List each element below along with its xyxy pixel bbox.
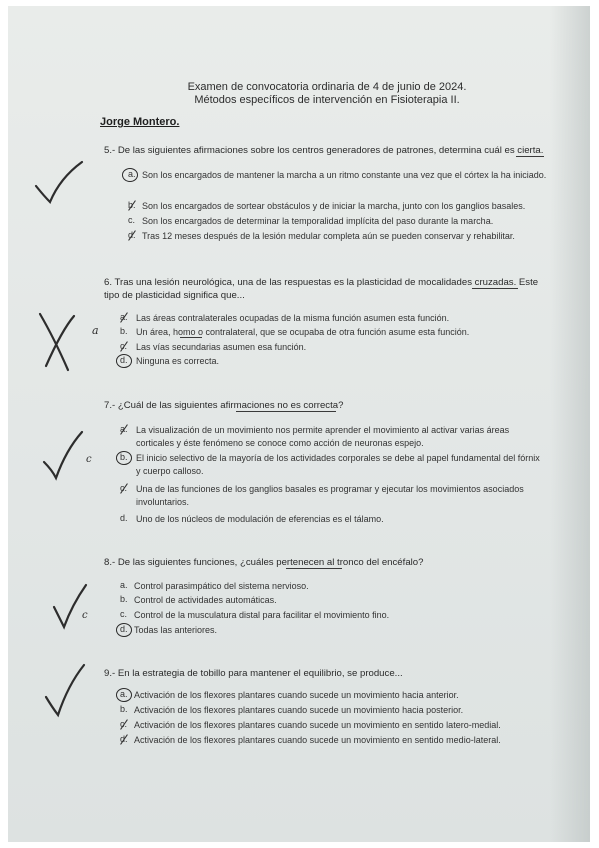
option-letter: d.	[128, 230, 136, 240]
option-letter: a.	[128, 169, 136, 179]
option-letter: a.	[120, 580, 128, 590]
option-text: Activación de los flexores plantares cuando sucede un movimiento en sentido medio-lateral.	[134, 735, 501, 745]
handwritten-check-icon	[40, 661, 90, 721]
answer-circle	[116, 354, 132, 368]
question-6-stem: 6. Tras una lesión neurológica, una de las respuestas es la plasticidad de mocalidades cruzadas. Este tipo de plasticidad significa que...	[104, 277, 539, 301]
option-text: Son los encargados de mantener la marcha a un ritmo constante una vez que el córtex la ha iniciado.	[142, 170, 547, 180]
option-letter: c.	[120, 719, 128, 729]
option-text: La visualización de un movimiento nos permite aprender el movimiento al activar varias áreas corticales y éste fenómeno se conoce como acción de neuronas espejo.	[136, 425, 510, 448]
option-letter: b.	[120, 326, 128, 336]
option-letter: d.	[120, 513, 128, 523]
strike-mark	[120, 424, 128, 434]
strike-mark	[120, 719, 128, 729]
option-text: Control parasimpático del sistema nervioso.	[134, 581, 309, 591]
option-letter: b.	[120, 704, 128, 714]
option-letter: d.	[120, 624, 128, 634]
option-text: Control de la musculatura distal para facilitar el movimiento fino.	[134, 610, 390, 620]
option-letter: a.	[120, 312, 128, 322]
option-text: El inicio selectivo de la mayoría de los actividades corporales se debe al papel fundamental del fórnix y cuerpo calloso.	[136, 453, 540, 476]
question-9-stem: 9.- En la estrategia de tobillo para mantener el equilibrio, se produce...	[104, 668, 403, 679]
option-text: Control de actividades automáticas.	[134, 595, 277, 605]
underline-mark	[180, 337, 202, 338]
handwritten-check-icon	[38, 426, 88, 486]
margin-note: a	[92, 324, 99, 337]
option-letter: b.	[128, 200, 136, 210]
question-5-stem: 5.- De las siguientes afirmaciones sobre los centros generadores de patrones, determina cuál es cierta.	[104, 145, 544, 156]
underline-mark	[516, 156, 544, 157]
answer-circle	[116, 451, 132, 465]
option-text: Uno de los núcleos de modulación de eferencias es el tálamo.	[136, 514, 384, 524]
option-text: Un área, homo o contralateral, que se ocupaba de otra función asume esta función.	[136, 327, 470, 337]
option-text: Las vías secundarias asumen esa función.	[136, 342, 307, 352]
strike-mark	[120, 734, 128, 744]
strike-mark	[128, 230, 136, 240]
student-name: Jorge Montero.	[100, 116, 180, 128]
strike-mark	[120, 312, 128, 322]
option-text: Una de las funciones de los ganglios basales es programar y ejecutar los movimientos asociados involuntarios.	[136, 484, 524, 507]
option-text: Son los encargados de determinar la temporalidad implícita del paso durante la marcha.	[142, 216, 494, 226]
strike-mark	[128, 200, 136, 210]
handwritten-cross-icon	[32, 306, 92, 376]
option-text: Ninguna es correcta.	[136, 356, 220, 366]
option-letter: c.	[128, 215, 136, 225]
option-letter: b.	[120, 594, 128, 604]
exam-title: Examen de convocatoria ordinaria de 4 de junio de 2024.	[187, 81, 467, 93]
handwritten-check-icon	[30, 156, 90, 216]
answer-circle	[116, 623, 132, 637]
option-text: Tras 12 meses después de la lesión medular completa aún se pueden conservar y rehabilitar.	[142, 231, 515, 241]
margin-note: c	[82, 610, 88, 621]
option-letter: a.	[120, 424, 128, 434]
exam-sheet	[8, 6, 590, 842]
underline-mark	[236, 411, 336, 412]
underline-mark	[472, 288, 518, 289]
question-8-stem: 8.- De las siguientes funciones, ¿cuáles pertenecen al tronco del encéfalo?	[104, 557, 424, 568]
option-letter: b.	[120, 452, 128, 462]
question-7-stem: 7.- ¿Cuál de las siguientes afirmaciones no es correcta?	[104, 400, 344, 411]
option-letter: d.	[120, 355, 128, 365]
option-text: Activación de los flexores plantares cuando sucede un movimiento hacia posterior.	[134, 705, 464, 715]
option-text: Son los encargados de sortear obstáculos y de iniciar la marcha, junto con los ganglios basales.	[142, 201, 526, 211]
option-letter: c.	[120, 341, 128, 351]
option-letter: a.	[120, 689, 128, 699]
answer-circle	[122, 168, 138, 182]
answer-circle	[116, 688, 132, 702]
exam-subtitle: Métodos específicos de intervención en Fisioterapia II.	[194, 94, 460, 106]
option-text: Todas las anteriores.	[134, 625, 218, 635]
handwritten-check-icon	[48, 581, 98, 636]
margin-note: c	[86, 454, 92, 465]
option-text: Las áreas contralaterales ocupadas de la misma función asumen esta función.	[136, 313, 450, 323]
strike-mark	[120, 341, 128, 351]
option-letter: c.	[120, 483, 128, 493]
option-text: Activación de los flexores plantares cuando sucede un movimiento en sentido latero-medial.	[134, 720, 501, 730]
underline-mark	[286, 568, 342, 569]
option-text: Activación de los flexores plantares cuando sucede un movimiento hacia anterior.	[134, 690, 459, 700]
option-letter: d.	[120, 734, 128, 744]
option-letter: c.	[120, 609, 128, 619]
strike-mark	[120, 483, 128, 493]
